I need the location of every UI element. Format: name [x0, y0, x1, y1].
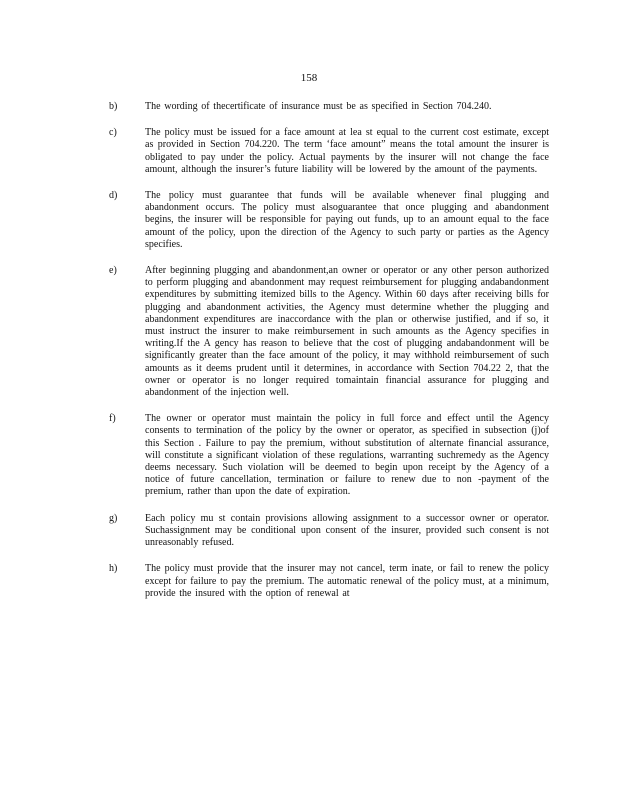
item-text: The policy must provide that the insurer may not cancel, term inate, or fail to renew the policy except for failure to pay the premium. The automatic renewal of the policy must, at a minimum, provide the insured with the option of renewal at	[145, 563, 549, 599]
item-label: b)	[109, 101, 118, 112]
item-label: c)	[109, 127, 117, 139]
list-item-b	[109, 101, 549, 113]
item-label: f)	[109, 413, 116, 425]
item-text: The wording of thecertificate of insurance must be as specified in Section 704.240.	[145, 101, 492, 112]
item-text: The owner or operator must maintain the policy in full force and effect until the Agency consents to termination of the policy by the owner or operator, as specified in subsection (j)of this Section . Failure to pay the premium, without substitution of alternate financial assurance, will constitute a significant violation of these regulations, warranting suchremedy as the Agency deems necessary. Such violation will be deemed to begin upon receipt by the Agency of a notice of future cancellation, termination or failure to renew due to non -payment of the premium, rather than upon the date of expiration.	[145, 413, 549, 498]
list-item-e	[109, 265, 549, 399]
item-text: Each policy mu st contain provisions allowing assignment to a successor owner or operator. Suchassignment may be conditional upon consent of the insurer, provided such consent is not unreasonably refused.	[145, 512, 549, 549]
item-label: e)	[109, 265, 117, 277]
list-item-c	[109, 127, 549, 176]
item-text: The policy must guarantee that funds will be available whenever final plugging and abandonment occurs. The policy must alsoguarantee that once plugging and abandonment begins, the insurer will be responsible for paying out funds, up to an amount equal to the face amount of the policy, upon the direction of the Agency to such party or parties as the Agency specifies.	[145, 190, 549, 250]
item-text: The policy must be issued for a face amount at lea st equal to the current cost estimate, except as provided in Section 704.220. The term ‘face amount” means the total amount the insurer is obligated to pay under the policy. Actual payments by the insurer will not change the face amount, although the insurer’s future liability will be lowered by the amount of the payments.	[145, 127, 549, 175]
item-text: After beginning plugging and abandonment,an owner or operator or any other person authorized to perform plugging and abandonment may request reimbursement for plugging andabandonment expenditures by submitting itemized bills to the Agency. Within 60 days after receiving bills for plugging and abandonment activities, the Agency must determine whether the plugging and abandonment expenditures are inaccordance with the plan or otherwise justified, and if so, it must instruct the insurer to make reimbursement in such amounts as the Agency specifies in writing.If the A gency has reason to believe that the cost of plugging andabandonment will be significantly greater than the face amount of the policy, it may withhold reimbursement of such amounts as it deems prudent until it determines, in accordance with Section 704.22 2, that the owner or operator is no longer required tomaintain financial assurance for plugging and abandonment of the injection well.	[145, 265, 549, 399]
item-label: h)	[109, 563, 118, 575]
page-number: 158	[300, 72, 318, 84]
item-label: d)	[109, 190, 118, 202]
list-item-f	[109, 413, 549, 498]
list-item-h	[109, 563, 549, 600]
list-item-g	[109, 513, 549, 550]
item-label: g)	[109, 512, 118, 524]
list-item-d	[109, 190, 549, 251]
section-items-list	[109, 101, 549, 614]
